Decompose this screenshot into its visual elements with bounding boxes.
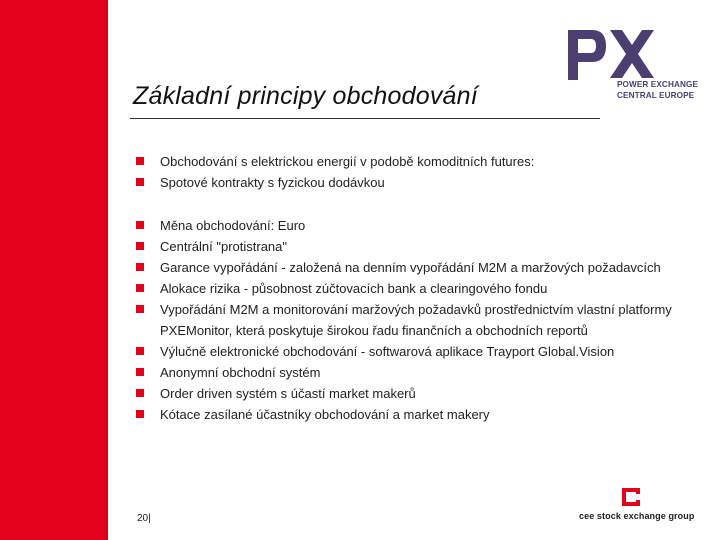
list-item [136, 151, 534, 172]
list-item [136, 172, 534, 193]
list-item [136, 341, 720, 362]
page-number: 20| [137, 513, 151, 524]
list-item-text: Order driven systém s účastí market makerů [160, 386, 416, 401]
logo-line-1: POWER EXCHANGE [617, 80, 699, 89]
cse-wordmark: cee stock exchange group [579, 511, 695, 521]
list-item-text: Výlučně elektronické obchodování - softwarová aplikace Trayport Global.Vision [160, 344, 615, 359]
list-item [136, 215, 720, 236]
square-bullet-icon [136, 368, 144, 376]
list-item [136, 383, 720, 404]
square-bullet-icon [136, 221, 144, 229]
list-item-text: Centrální "protistrana" [160, 239, 288, 254]
square-bullet-icon [136, 263, 144, 271]
list-item-text: Kótace zasílané účastníky obchodování a market makery [160, 407, 490, 422]
list-item-text: Měna obchodování: Euro [160, 218, 306, 233]
list-item [136, 362, 720, 383]
logo-line-2: CENTRAL EUROPE [617, 91, 695, 100]
square-bullet-icon [136, 157, 144, 165]
list-item [136, 257, 720, 278]
red-sidebar [0, 0, 108, 540]
logo-wordmark [617, 79, 698, 101]
list-item [136, 278, 720, 299]
square-bullet-icon [136, 347, 144, 355]
list-item [136, 236, 720, 257]
square-bullet-icon [136, 410, 144, 418]
list-item-text: Spotové kontrakty s fyzickou dodávkou [160, 175, 385, 190]
square-bullet-icon [136, 242, 144, 250]
list-item-text: Anonymní obchodní systém [160, 365, 321, 380]
list-item-text: Vypořádání M2M a monitorování maržových požadavků prostřednictvím vlastní platformy PXEMonitor, která poskytuje širokou řadu finančních a obchodních reportů [160, 302, 672, 338]
bullet-list-1 [136, 151, 534, 193]
list-item [136, 299, 720, 341]
square-bullet-icon [136, 178, 144, 186]
cse-logo-icon [620, 486, 642, 508]
square-bullet-icon [136, 305, 144, 313]
list-item [136, 404, 720, 425]
title-underline [130, 118, 600, 119]
bullet-list-2 [136, 215, 720, 425]
square-bullet-icon [136, 389, 144, 397]
slide-title: Základní principy obchodování [133, 82, 478, 110]
list-item-text: Alokace rizika - působnost zúčtovacích bank a clearingového fondu [160, 281, 548, 296]
square-bullet-icon [136, 284, 144, 292]
list-item-text: Garance vypořádání - založená na denním vypořádání M2M a maržových požadavcích [160, 260, 661, 275]
list-item-text: Obchodování s elektrickou energií v podobě komoditních futures: [160, 154, 535, 169]
